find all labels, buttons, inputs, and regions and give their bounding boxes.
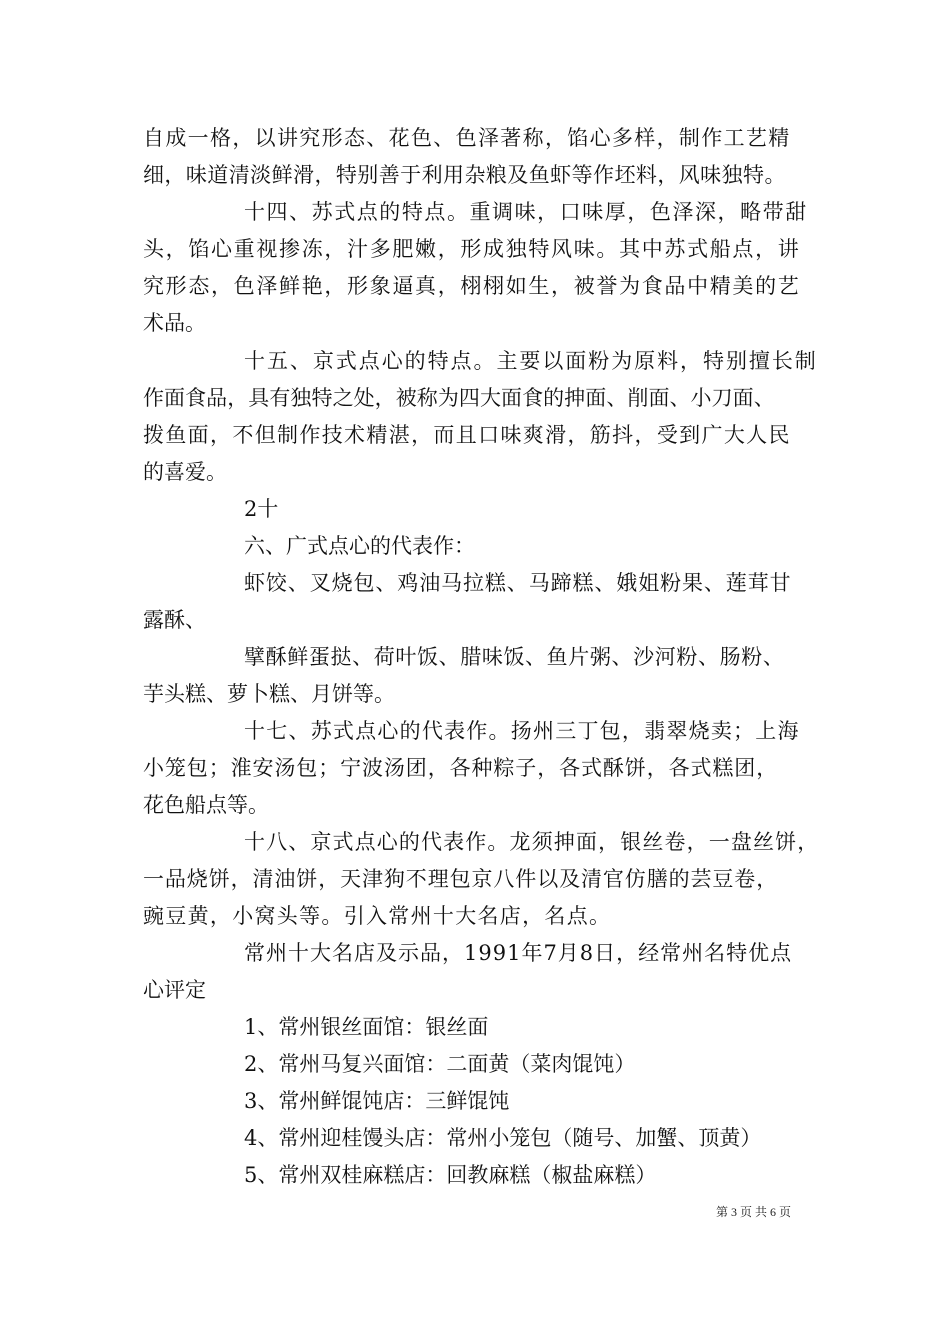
list-item: 4、常州迎桂馒头店：常州小笼包（随号、加蟹、顶黄） [244,1126,762,1150]
text-line: 作面食品，具有独特之处，被称为四大面食的抻面、削面、小刀面、 [143,386,775,410]
text-line: 露酥、 [143,608,206,632]
text-line: 十五、京式点心的特点。主要以面粉为原料，特别擅长制 [244,349,818,373]
text-line: 心评定 [143,978,206,1002]
text-line: 虾饺、叉烧包、鸡油马拉糕、马蹄糕、娥姐粉果、莲茸甘 [244,571,792,595]
text-line: 花色船点等。 [143,793,269,817]
text-line: 一品烧饼，清油饼，天津狗不理包京八件以及清官仿膳的芸豆卷， [143,867,779,891]
text-line: 究形态，色泽鲜艳，形象逼真，栩栩如生，被誉为食品中精美的艺 [143,274,801,298]
text-line: 小笼包；淮安汤包；宁波汤团，各种粽子，各式酥饼，各式糕团， [143,756,779,780]
text-line: 十八、京式点心的代表作。龙须抻面，银丝卷，一盘丝饼， [244,830,820,854]
list-item: 5、常州双桂麻糕店：回教麻糕（椒盐麻糕） [244,1163,657,1187]
text-line: 拨鱼面，不但制作技术精湛，而且口味爽滑，筋抖，受到广大人民 [143,423,791,447]
text-line: 十四、苏式点的特点。重调味，口味厚，色泽深，略带甜 [244,200,808,224]
text-line: 常州十大名店及示品，1991年7月8日，经常州名特优点 [244,941,793,965]
list-item: 3、常州鲜馄饨店：三鲜馄饨 [244,1089,510,1113]
text-line: 2十 [244,497,279,521]
text-line: 擘酥鲜蛋挞、荷叶饭、腊味饭、鱼片粥、沙河粉、肠粉、 [244,645,785,669]
text-line: 十七、苏式点心的代表作。扬州三丁包，翡翠烧卖；上海 [244,719,800,743]
text-line: 细，味道清淡鲜滑，特别善于利用杂粮及鱼虾等作坯料，风味独特。 [143,163,786,187]
text-line: 芋头糕、萝卜糕、月饼等。 [143,682,395,706]
text-line: 自成一格，以讲究形态、花色、色泽著称，馅心多样，制作工艺精 [143,126,791,150]
list-item: 2、常州马复兴面馆：二面黄（菜肉馄饨） [244,1052,636,1076]
text-line: 六、广式点心的代表作： [244,534,475,558]
text-line: 豌豆黄，小窝头等。引入常州十大名店，名点。 [143,904,612,928]
page-number: 第 3 页 共 6 页 [716,1205,792,1219]
text-line: 的喜爱。 [143,460,227,484]
text-line: 术品。 [143,311,206,335]
text-line: 头，馅心重视掺冻，汁多肥嫩，形成独特风味。其中苏式船点，讲 [143,237,801,261]
list-item: 1、常州银丝面馆：银丝面 [244,1015,489,1039]
